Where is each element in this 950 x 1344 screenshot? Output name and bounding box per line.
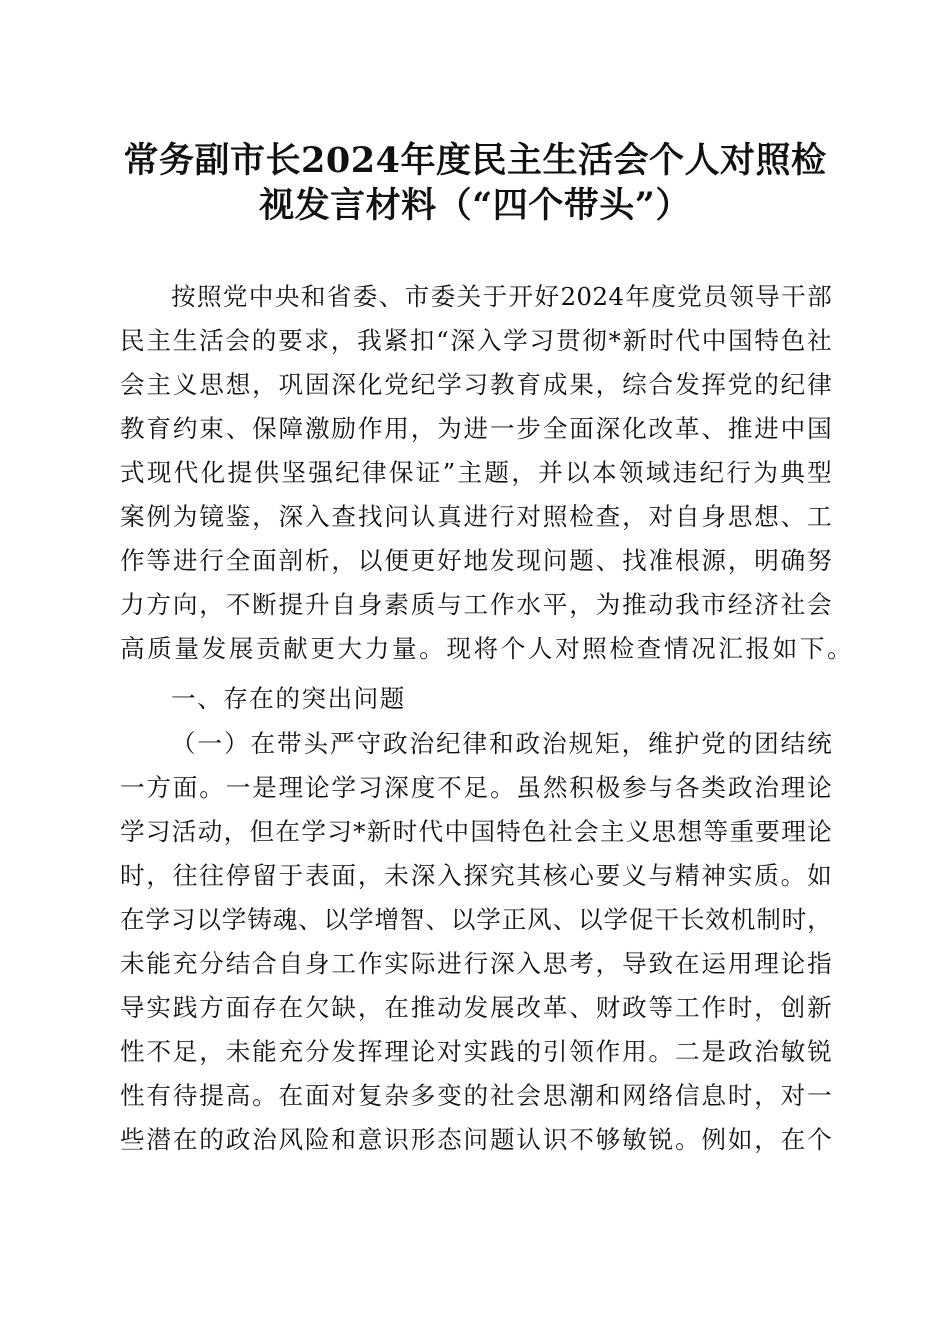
body-paragraph-line: 在学习以学铸魂、以学增智、以学正风、以学促干长效机制时， (120, 905, 832, 934)
intro-paragraph-line: 民主生活会的要求，我紧扣“深入学习贯彻*新时代中国特色社 (120, 326, 832, 355)
intro-paragraph-line: 案例为镜鉴，深入查找问认真进行对照检查，对自身思想、工 (120, 502, 832, 531)
body-paragraph-line: 未能充分结合自身工作实际进行深入思考，导致在运用理论指 (120, 949, 832, 978)
intro-paragraph-line: 会主义思想，巩固深化党纪学习教育成果，综合发挥党的纪律 (120, 370, 832, 399)
body-paragraph-line: 一方面。一是理论学习深度不足。虽然积极参与各类政治理论 (120, 773, 832, 802)
document-title-line-2: 视发言材料（“四个带头”） (259, 185, 691, 226)
body-paragraph-line: 时，往往停留于表面，未深入探究其核心要义与精神实质。如 (120, 861, 832, 890)
body-paragraph-line: 性有待提高。在面对复杂多变的社会思潮和网络信息时，对一 (120, 1081, 832, 1110)
body-paragraph-line: 性不足，未能充分发挥理论对实践的引领作用。二是政治敏锐 (120, 1037, 832, 1066)
body-paragraph-line: （一）在带头严守政治纪律和政治规矩，维护党的团结统 (171, 729, 832, 758)
body-paragraph-line: 些潜在的政治风险和意识形态问题认识不够敏锐。例如，在个 (120, 1125, 832, 1154)
section-heading: 一、存在的突出问题 (171, 684, 406, 713)
intro-paragraph-line: 力方向，不断提升自身素质与工作水平，为推动我市经济社会 (120, 590, 832, 619)
document-title-line-1: 常务副市长2024年度民主生活会个人对照检 (123, 140, 827, 181)
intro-paragraph-line: 式现代化提供坚强纪律保证”主题，并以本领域违纪行为典型 (120, 458, 832, 487)
body-paragraph-line: 导实践方面存在欠缺，在推动发展改革、财政等工作时，创新 (120, 993, 832, 1022)
intro-paragraph-line: 高质量发展贡献更大力量。现将个人对照检查情况汇报如下。 (120, 634, 855, 663)
intro-paragraph-line: 教育约束、保障激励作用，为进一步全面深化改革、推进中国 (120, 414, 832, 443)
body-paragraph-line: 学习活动，但在学习*新时代中国特色社会主义思想等重要理论 (120, 817, 832, 846)
intro-paragraph-line: 作等进行全面剖析，以便更好地发现问题、找准根源，明确努 (120, 546, 832, 575)
intro-paragraph-line: 按照党中央和省委、市委关于开好2024年度党员领导干部 (171, 282, 832, 311)
